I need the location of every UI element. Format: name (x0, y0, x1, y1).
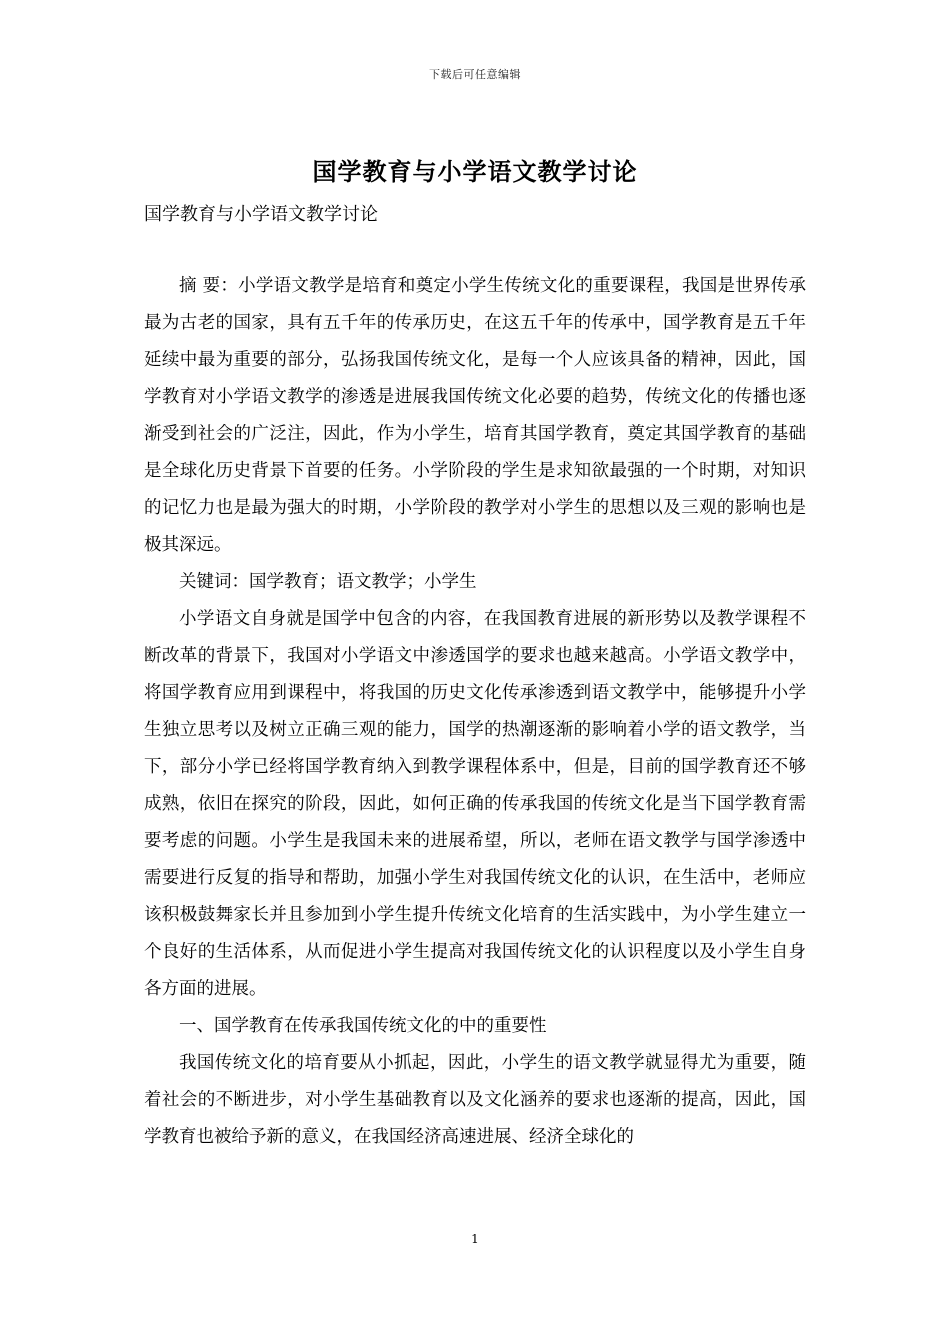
abstract-paragraph: 摘 要：小学语文教学是培育和奠定小学生传统文化的重要课程，我国是世界传承最为古老的国家，具有五千年的传承历史，在这五千年的传承中，国学教育是五千年延续中最为重要的部分，弘扬我国传统文化，是每一个人应该具备的精神，因此，国学教育对小学语文教学的渗透是进展我国传统文化必要的趋势，传统文化的传播也逐渐受到社会的广泛注，因此，作为小学生，培育其国学教育，奠定其国学教育的基础是全球化历史背景下首要的任务。小学阶段的学生是求知欲最强的一个时期，对知识的记忆力也是最为强大的时期，小学阶段的教学对小学生的思想以及三观的影响也是极其深远。 (144, 276, 806, 555)
subtitle: 国学教育与小学语文教学讨论 (144, 204, 378, 225)
section-heading: 一、国学教育在传承我国传统文化的中的重要性 (179, 1016, 547, 1036)
header-note: 下载后可任意编辑 (429, 68, 521, 81)
page-number: 1 (471, 1232, 479, 1246)
document-body (144, 268, 806, 1156)
keywords-paragraph: 关键词：国学教育；语文教学；小学生 (179, 572, 477, 592)
intro-paragraph: 小学语文自身就是国学中包含的内容，在我国教育进展的新形势以及教学课程不断改革的背景下，我国对小学语文中渗透国学的要求也越来越高。小学语文教学中，将国学教育应用到课程中，将我国的历史文化传承渗透到语文教学中，能够提升小学生独立思考以及树立正确三观的能力，国学的热潮逐渐的影响着小学的语文教学，当下，部分小学已经将国学教育纳入到教学课程体系中，但是，目前的国学教育还不够成熟，依旧在探究的阶段，因此，如何正确的传承我国的传统文化是当下国学教育需要考虑的问题。小学生是我国未来的进展希望，所以，老师在语文教学与国学渗透中需要进行反复的指导和帮助，加强小学生对我国传统文化的认识，在生活中，老师应该积极鼓舞家长并且参加到小学生提升传统文化培育的生活实践中，为小学生建立一个良好的生活体系，从而促进小学生提高对我国传统文化的认识程度以及小学生自身各方面的进展。 (144, 609, 806, 999)
page-title: 国学教育与小学语文教学讨论 (312, 157, 638, 186)
section-paragraph: 我国传统文化的培育要从小抓起，因此，小学生的语文教学就显得尤为重要，随着社会的不断进步，对小学生基础教育以及文化涵养的要求也逐渐的提高，因此，国学教育也被给予新的意义，在我国经济高速进展、经济全球化的 (144, 1053, 806, 1147)
